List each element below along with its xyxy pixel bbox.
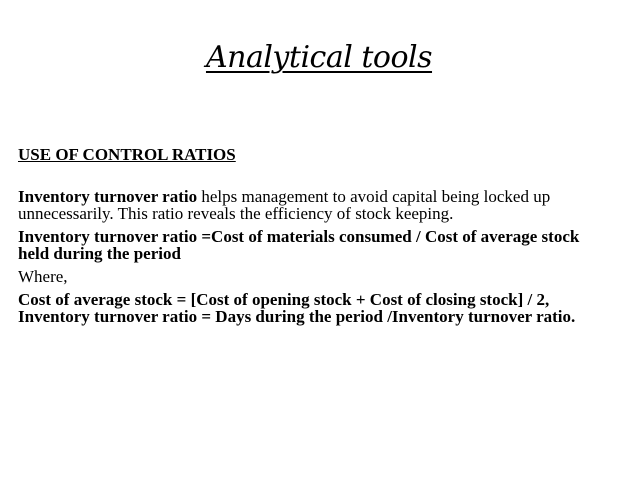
paragraph-inventory-turnover-description bbox=[18, 188, 588, 222]
paragraph-bold-text: Cost of average stock = [Cost of opening stock + Cost of closing stock] / 2, Inventory turnover ratio = Days during the period /Inventory turnover ratio. bbox=[18, 290, 576, 326]
paragraph-average-stock-formula bbox=[18, 291, 588, 325]
paragraph-bold-term: Inventory turnover ratio bbox=[18, 187, 198, 206]
paragraph-bold-text: Inventory turnover ratio =Cost of materials consumed / Cost of average stock held during the period bbox=[18, 227, 580, 263]
paragraph-text: helps management to avoid capital being locked up unnecessarily. This ratio reveals the efficiency of stock keeping. bbox=[18, 187, 551, 223]
paragraph-inventory-turnover-formula bbox=[18, 228, 588, 262]
paragraph-where bbox=[18, 268, 588, 285]
slide-title: Analytical tools bbox=[205, 40, 433, 75]
slide-content bbox=[18, 146, 588, 331]
paragraph-text: Where, bbox=[18, 267, 68, 286]
section-heading: USE OF CONTROL RATIOS bbox=[18, 145, 236, 164]
